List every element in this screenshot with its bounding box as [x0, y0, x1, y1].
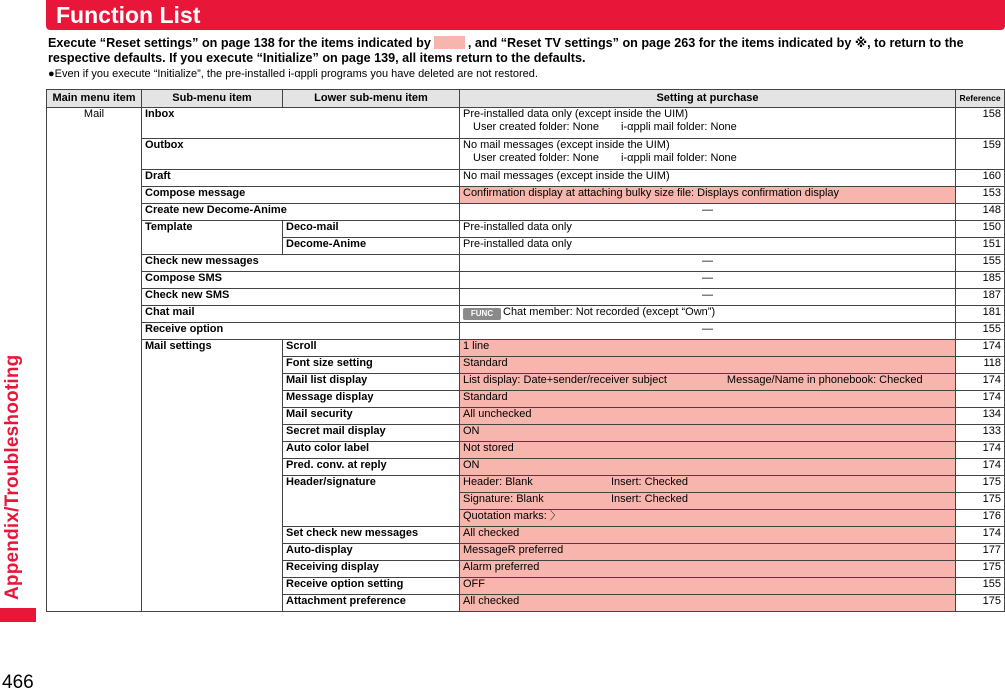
sub-item: Outbox [142, 139, 460, 170]
header-setting: Setting at purchase [460, 90, 956, 108]
setting-cell: All unchecked [460, 408, 956, 425]
setting-cell: ON [460, 459, 956, 476]
setting-cell: — [460, 323, 956, 340]
table-row [47, 306, 1005, 323]
setting-cell: Quotation marks: 〉 [460, 510, 956, 527]
setting-cell: All checked [460, 527, 956, 544]
reference-cell: 175 [956, 493, 1005, 510]
reference-cell: 133 [956, 425, 1005, 442]
note: ●Even if you execute “Initialize”, the pre-installed i-αppli programs you have deleted are not restored. [48, 68, 538, 80]
table-row [47, 221, 1005, 238]
setting-cell: — [460, 289, 956, 306]
side-bar-marker [0, 608, 36, 622]
reference-cell: 175 [956, 595, 1005, 612]
setting-cell: Pre-installed data only [460, 221, 956, 238]
setting-cell: 1 line [460, 340, 956, 357]
setting-cell: All checked [460, 595, 956, 612]
reference-cell: 118 [956, 357, 1005, 374]
lower-sub-item: Attachment preference [283, 595, 460, 612]
lower-sub-item: Message display [283, 391, 460, 408]
sub-item: Create new Decome-Anime [142, 204, 460, 221]
lower-sub-item: Receiving display [283, 561, 460, 578]
function-table [46, 89, 1005, 612]
reference-cell: 160 [956, 170, 1005, 187]
setting-cell: OFF [460, 578, 956, 595]
lower-sub-item: Secret mail display [283, 425, 460, 442]
reference-cell: 155 [956, 323, 1005, 340]
lower-sub-item: Mail list display [283, 374, 460, 391]
reference-cell: 134 [956, 408, 1005, 425]
sub-item: Check new messages [142, 255, 460, 272]
table-row [47, 340, 1005, 357]
setting-cell: Pre-installed data only (except inside the UIM) User created folder: None i-αppli mail folder: None [460, 108, 956, 139]
header-sub-menu: Sub-menu item [142, 90, 283, 108]
table-row [47, 170, 1005, 187]
lower-sub-item: Auto color label [283, 442, 460, 459]
intro-text-end: , and “Reset TV settings” on page 263 for the items indicated by ※, to return to the respective defaults. If you execute “Initialize” on page 139, all items return to the defaults. [48, 36, 964, 65]
reference-cell: 177 [956, 544, 1005, 561]
reference-cell: 185 [956, 272, 1005, 289]
reference-cell: 148 [956, 204, 1005, 221]
setting-cell: Standard [460, 357, 956, 374]
reference-cell: 174 [956, 459, 1005, 476]
lower-sub-item: Set check new messages [283, 527, 460, 544]
setting-cell: Not stored [460, 442, 956, 459]
sub-item: Chat mail [142, 306, 460, 323]
sub-item: Inbox [142, 108, 460, 139]
sub-item: Compose SMS [142, 272, 460, 289]
table-row [47, 108, 1005, 139]
title-bar [46, 0, 1005, 30]
side-tab [0, 0, 36, 608]
header-lower-sub-menu: Lower sub-menu item [283, 90, 460, 108]
reference-cell: 155 [956, 578, 1005, 595]
reference-cell: 174 [956, 442, 1005, 459]
setting-cell: Header: Blank Insert: Checked [460, 476, 956, 493]
setting-cell: Standard [460, 391, 956, 408]
reference-cell: 175 [956, 561, 1005, 578]
lower-sub-item: Pred. conv. at reply [283, 459, 460, 476]
lower-sub-item: Font size setting [283, 357, 460, 374]
table-row [47, 289, 1005, 306]
reference-cell: 174 [956, 374, 1005, 391]
setting-cell: ON [460, 425, 956, 442]
sub-item: Mail settings [142, 340, 283, 612]
table-row [47, 323, 1005, 340]
reference-cell: 155 [956, 255, 1005, 272]
table-row [47, 187, 1005, 204]
reference-cell: 153 [956, 187, 1005, 204]
sub-item: Draft [142, 170, 460, 187]
header-reference: Reference [956, 90, 1005, 108]
intro-paragraph [48, 36, 1003, 66]
reference-cell: 187 [956, 289, 1005, 306]
lower-sub-item: Scroll [283, 340, 460, 357]
setting-cell: List display: Date+sender/receiver subject Message/Name in phonebook: Checked [460, 374, 956, 391]
sub-item: Template [142, 221, 283, 255]
reference-cell: 150 [956, 221, 1005, 238]
func-icon: FUNC [463, 308, 501, 320]
page-title: Function List [56, 2, 201, 28]
lower-sub-item: Receive option setting [283, 578, 460, 595]
intro-text-start: Execute “Reset settings” on page 138 for the items indicated by [48, 36, 431, 50]
table-header-row [47, 90, 1005, 108]
sub-item: Check new SMS [142, 289, 460, 306]
main-item-mail: Mail [47, 108, 142, 612]
setting-cell: FUNC Chat member: Not recorded (except “Own”) [460, 306, 956, 323]
header-main-menu: Main menu item [47, 90, 142, 108]
reference-cell: 174 [956, 527, 1005, 544]
reference-cell: 176 [956, 510, 1005, 527]
reference-cell: 174 [956, 340, 1005, 357]
reference-cell: 158 [956, 108, 1005, 139]
table-row [47, 139, 1005, 170]
page-number: 466 [2, 672, 34, 693]
setting-cell: Pre-installed data only [460, 238, 956, 255]
lower-sub-item: Decome-Anime [283, 238, 460, 255]
section-label: Appendix/Troubleshooting [2, 354, 23, 600]
reference-cell: 175 [956, 476, 1005, 493]
lower-sub-item: Auto-display [283, 544, 460, 561]
setting-cell: MessageR preferred [460, 544, 956, 561]
table-row [47, 272, 1005, 289]
setting-cell: Confirmation display at attaching bulky size file: Displays confirmation display [460, 187, 956, 204]
setting-cell: No mail messages (except inside the UIM) User created folder: None i-αppli mail folder: None [460, 139, 956, 170]
highlight-swatch [434, 36, 465, 49]
reference-cell: 181 [956, 306, 1005, 323]
setting-cell: — [460, 255, 956, 272]
table-row [47, 255, 1005, 272]
reference-cell: 151 [956, 238, 1005, 255]
lower-sub-item: Deco-mail [283, 221, 460, 238]
table-row [47, 204, 1005, 221]
setting-cell: — [460, 272, 956, 289]
sub-item: Receive option [142, 323, 460, 340]
reference-cell: 159 [956, 139, 1005, 170]
setting-cell: Signature: Blank Insert: Checked [460, 493, 956, 510]
lower-sub-item: Header/signature [283, 476, 460, 527]
lower-sub-item: Mail security [283, 408, 460, 425]
setting-cell: Alarm preferred [460, 561, 956, 578]
sub-item: Compose message [142, 187, 460, 204]
setting-cell: No mail messages (except inside the UIM) [460, 170, 956, 187]
reference-cell: 174 [956, 391, 1005, 408]
setting-cell: — [460, 204, 956, 221]
